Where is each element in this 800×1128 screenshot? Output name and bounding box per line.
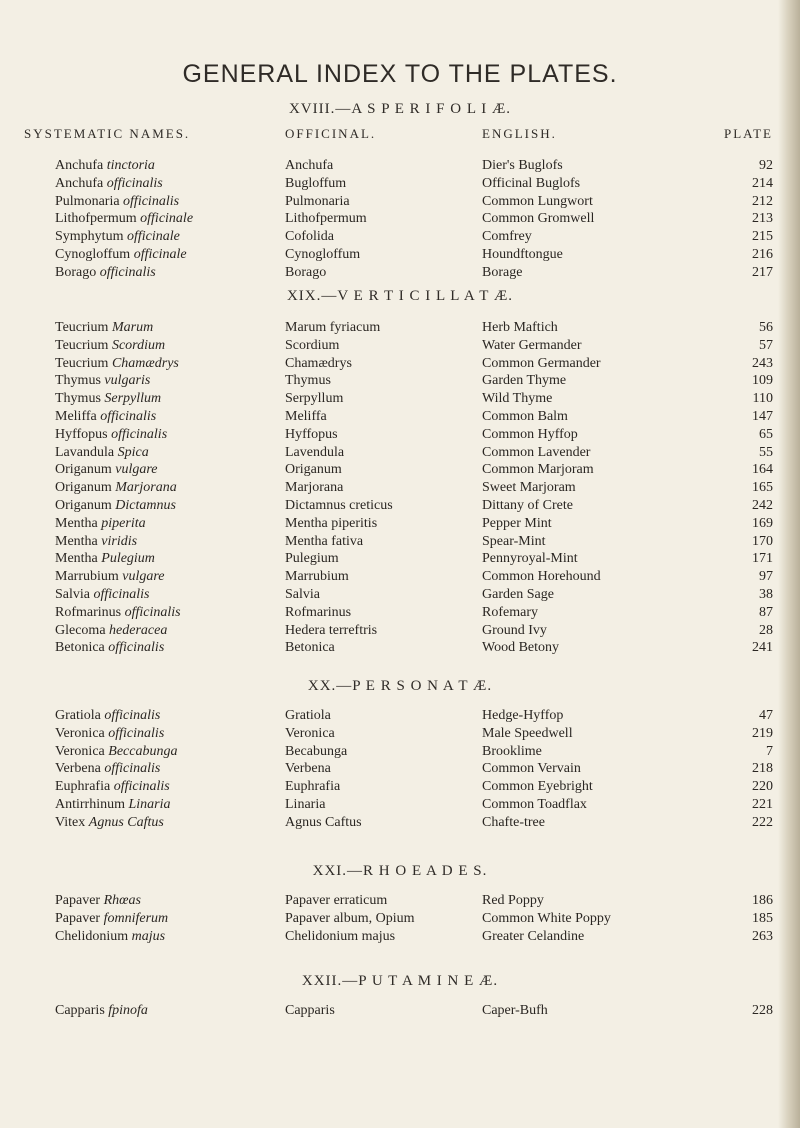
header-systematic-names: SYSTEMATIC NAMES. <box>24 126 191 141</box>
genus-name: Origanum <box>55 497 112 513</box>
species-name: officinalis <box>108 725 165 741</box>
systematic-name <box>55 761 160 777</box>
officinal-name: Capparis <box>285 1003 335 1018</box>
genus-name: Thymus <box>55 391 101 407</box>
plate-number: 228 <box>752 1003 773 1018</box>
systematic-name <box>55 605 181 621</box>
english-name: Pepper Mint <box>482 515 552 531</box>
english-name: Hedge-Hyffop <box>482 708 564 723</box>
plate-number: 56 <box>759 320 773 335</box>
genus-name: Papaver <box>55 893 101 908</box>
officinal-name: Mentha fativa <box>285 533 364 549</box>
genus-name: Rofmarinus <box>55 604 122 620</box>
officinal-name: Papaver album, Opium <box>285 910 415 926</box>
officinal-name: Pulegium <box>285 551 339 567</box>
index-row <box>0 534 800 552</box>
genus-name: Mentha <box>55 551 98 567</box>
systematic-name <box>55 211 193 227</box>
species-name: vulgare <box>122 569 165 585</box>
index-row <box>0 815 800 833</box>
plate-number: 170 <box>752 533 773 549</box>
genus-name: Borago <box>55 264 97 280</box>
species-name: majus <box>131 928 166 944</box>
plate-number: 57 <box>759 337 773 353</box>
species-name: officinalis <box>124 604 181 620</box>
plate-number: 219 <box>752 725 773 741</box>
plate-number: 65 <box>759 426 773 442</box>
index-row <box>0 744 800 762</box>
genus-name: Teucrium <box>55 355 109 371</box>
systematic-name <box>55 569 165 585</box>
officinal-name: Rofmarinus <box>285 604 352 620</box>
english-name: Common Eyebright <box>482 779 593 795</box>
plate-number: 214 <box>752 175 773 191</box>
plate-number: 220 <box>752 779 773 795</box>
section-rows-asperifoliae <box>0 158 800 283</box>
plate-number: 217 <box>752 264 773 280</box>
systematic-name <box>55 409 156 425</box>
species-name: piperita <box>101 515 146 531</box>
systematic-name <box>55 779 170 795</box>
plate-number: 212 <box>752 193 773 209</box>
english-name: Common Lavender <box>482 444 591 460</box>
species-name: fpinofa <box>108 1003 148 1018</box>
index-row <box>0 158 800 176</box>
systematic-name <box>55 247 187 263</box>
genus-name: Symphytum <box>55 229 124 245</box>
officinal-name: Gratiola <box>285 708 331 723</box>
species-name: officinalis <box>104 708 161 723</box>
species-name: vulgaris <box>104 373 151 389</box>
section-rows-personatae <box>0 708 800 833</box>
plate-number: 216 <box>752 246 773 262</box>
index-row <box>0 911 800 929</box>
section-rows-verticillatae <box>0 320 800 658</box>
officinal-name: Betonica <box>285 640 335 656</box>
species-name: officinalis <box>100 408 157 424</box>
plate-number: 185 <box>752 910 773 926</box>
english-name: Borage <box>482 264 523 280</box>
section-rows-rhoeades <box>0 893 800 946</box>
index-row <box>0 623 800 641</box>
genus-name: Lavandula <box>55 444 115 460</box>
english-name: Wood Betony <box>482 640 560 656</box>
english-name: Common White Poppy <box>482 910 611 926</box>
officinal-name: Dictamnus creticus <box>285 497 393 513</box>
plate-number: 55 <box>759 444 773 460</box>
genus-name: Capparis <box>55 1003 105 1018</box>
officinal-name: Borago <box>285 264 327 280</box>
officinal-name: Lithofpermum <box>285 211 367 227</box>
species-name: fomniferum <box>103 910 169 926</box>
species-name: viridis <box>101 533 138 549</box>
officinal-name: Lavendula <box>285 444 345 460</box>
systematic-name <box>55 356 179 372</box>
species-name: officinalis <box>99 264 156 280</box>
systematic-name <box>55 815 164 831</box>
genus-name: Meliffa <box>55 408 97 424</box>
english-name: Herb Maftich <box>482 320 558 335</box>
officinal-name: Marum fyriacum <box>285 320 381 335</box>
index-row <box>0 761 800 779</box>
genus-name: Anchufa <box>55 175 104 191</box>
index-row <box>0 194 800 212</box>
english-name: Dittany of Crete <box>482 497 573 513</box>
systematic-name <box>55 744 177 760</box>
english-name: Common Vervain <box>482 761 581 777</box>
column-headers <box>0 126 800 146</box>
english-name: Spear-Mint <box>482 533 546 549</box>
officinal-name: Hedera terreftris <box>285 622 378 638</box>
index-row <box>0 516 800 534</box>
systematic-name <box>55 427 167 443</box>
officinal-name: Salvia <box>285 586 320 602</box>
plate-number: 109 <box>752 373 773 389</box>
genus-name: Thymus <box>55 373 101 389</box>
systematic-name <box>55 462 158 478</box>
genus-name: Veronica <box>55 725 105 741</box>
species-name: Linaria <box>128 796 171 812</box>
plate-number: 38 <box>759 586 773 602</box>
officinal-name: Marrubium <box>285 569 349 585</box>
plate-number: 165 <box>752 480 773 496</box>
english-name: Water Germander <box>482 337 582 353</box>
species-name: officinale <box>133 246 187 262</box>
header-english: ENGLISH. <box>482 126 557 141</box>
officinal-name: Linaria <box>285 796 326 812</box>
systematic-name <box>55 587 150 603</box>
systematic-name <box>55 893 141 909</box>
english-name: Common Toadflax <box>482 796 587 812</box>
species-name: officinalis <box>113 779 170 795</box>
officinal-name: Serpyllum <box>285 391 344 407</box>
officinal-name: Chelidonium majus <box>285 928 396 944</box>
plate-number: 47 <box>759 708 773 723</box>
index-row <box>0 605 800 623</box>
species-name: Chamædrys <box>111 355 179 371</box>
species-name: officinale <box>126 229 180 245</box>
genus-name: Teucrium <box>55 337 109 353</box>
plate-number: 147 <box>752 408 773 424</box>
index-row <box>0 708 800 726</box>
genus-name: Salvia <box>55 586 90 602</box>
genus-name: Hyffopus <box>55 426 108 442</box>
species-name: Marum <box>111 320 154 335</box>
plate-number: 7 <box>766 743 773 759</box>
plate-number: 215 <box>752 229 773 245</box>
english-name: Ground Ivy <box>482 622 547 638</box>
genus-name: Cynogloffum <box>55 246 131 262</box>
species-name: Rhœas <box>103 893 141 908</box>
english-name: Common Marjoram <box>482 462 594 478</box>
index-row <box>0 498 800 516</box>
english-name: Common Lungwort <box>482 193 593 209</box>
index-row <box>0 929 800 947</box>
plate-number: 221 <box>752 796 773 812</box>
genus-name: Gratiola <box>55 708 101 723</box>
officinal-name: Pulmonaria <box>285 193 350 209</box>
officinal-name: Cofolida <box>285 229 334 245</box>
genus-name: Verbena <box>55 761 101 777</box>
english-name: Common Balm <box>482 408 568 424</box>
officinal-name: Papaver erraticum <box>285 893 388 908</box>
systematic-name <box>55 726 164 742</box>
english-name: Comfrey <box>482 229 532 245</box>
officinal-name: Hyffopus <box>285 426 338 442</box>
species-name: Marjorana <box>115 480 177 496</box>
species-name: officinalis <box>108 640 165 656</box>
plate-number: 213 <box>752 211 773 227</box>
english-name: Sweet Marjoram <box>482 480 576 496</box>
species-name: Agnus Caftus <box>88 814 164 830</box>
english-name: Garden Sage <box>482 586 554 602</box>
species-name: Beccabunga <box>108 743 178 759</box>
species-name: officinalis <box>123 193 180 209</box>
officinal-name: Verbena <box>285 761 331 777</box>
officinal-name: Agnus Caftus <box>285 814 362 830</box>
plate-number: 241 <box>752 640 773 656</box>
english-name: Common Gromwell <box>482 211 595 227</box>
species-name: officinale <box>140 211 194 227</box>
index-row <box>0 373 800 391</box>
genus-name: Mentha <box>55 515 98 531</box>
plate-number: 97 <box>759 569 773 585</box>
systematic-name <box>55 929 165 945</box>
english-name: Pennyroyal-Mint <box>482 551 578 567</box>
english-name: Houndftongue <box>482 246 563 262</box>
english-name: Chafte-tree <box>482 814 545 830</box>
index-row <box>0 320 800 338</box>
plate-number: 87 <box>759 604 773 620</box>
systematic-name <box>55 534 137 550</box>
index-row <box>0 587 800 605</box>
plate-number: 243 <box>752 355 773 371</box>
genus-name: Veronica <box>55 743 105 759</box>
english-name: Male Speedwell <box>482 725 573 741</box>
plate-number: 110 <box>752 391 773 407</box>
systematic-name <box>55 623 167 639</box>
systematic-name <box>55 229 180 245</box>
systematic-name <box>55 498 176 514</box>
plate-number: 242 <box>752 497 773 513</box>
english-name: Brooklime <box>482 743 542 759</box>
plate-number: 218 <box>752 761 773 777</box>
systematic-name <box>55 338 165 354</box>
systematic-name <box>55 708 160 724</box>
species-name: Pulegium <box>101 551 155 567</box>
species-name: officinalis <box>93 586 150 602</box>
plate-number: 28 <box>759 622 773 638</box>
index-row <box>0 247 800 265</box>
systematic-name <box>55 176 163 192</box>
page-title: GENERAL INDEX TO THE PLATES. <box>182 60 618 88</box>
systematic-name <box>55 797 171 813</box>
section-rows-putamineae <box>0 1003 800 1021</box>
officinal-name: Marjorana <box>285 480 344 496</box>
species-name: officinalis <box>106 175 163 191</box>
officinal-name: Chamædrys <box>285 355 352 371</box>
species-name: Dictamnus <box>115 497 176 513</box>
english-name: Officinal Buglofs <box>482 175 581 191</box>
index-row <box>0 211 800 229</box>
header-plate: PLATE <box>724 126 773 141</box>
officinal-name: Bugloffum <box>285 175 347 191</box>
systematic-name <box>55 480 177 496</box>
officinal-name: Scordium <box>285 337 340 353</box>
index-row <box>0 409 800 427</box>
genus-name: Antirrhinum <box>55 796 125 812</box>
genus-name: Chelidonium <box>55 928 129 944</box>
english-name: Garden Thyme <box>482 373 567 389</box>
genus-name: Vitex <box>55 814 86 830</box>
section-title-personatae: XX.—P E R S O N A T Æ. <box>307 678 493 694</box>
plate-number: 186 <box>752 893 773 908</box>
header-officinal: OFFICINAL. <box>285 126 377 141</box>
english-name: Common Hyffop <box>482 426 578 442</box>
genus-name: Origanum <box>55 480 112 496</box>
index-row <box>0 893 800 911</box>
plate-number: 92 <box>759 158 773 173</box>
species-name: Scordium <box>111 337 166 353</box>
officinal-name: Mentha piperitis <box>285 515 378 531</box>
systematic-name <box>55 911 168 927</box>
systematic-name <box>55 551 155 567</box>
index-row <box>0 427 800 445</box>
plate-number: 169 <box>752 515 773 531</box>
systematic-name <box>55 320 153 336</box>
english-name: Dier's Buglofs <box>482 158 563 173</box>
officinal-name: Cynogloffum <box>285 246 361 262</box>
species-name: officinalis <box>111 426 168 442</box>
index-row <box>0 391 800 409</box>
english-name: Caper-Bufh <box>482 1003 548 1018</box>
officinal-name: Origanum <box>285 462 342 478</box>
species-name: hederacea <box>109 622 168 638</box>
index-row <box>0 779 800 797</box>
systematic-name <box>55 194 179 210</box>
officinal-name: Meliffa <box>285 408 327 424</box>
officinal-name: Euphrafia <box>285 779 341 795</box>
officinal-name: Becabunga <box>285 743 348 759</box>
species-name: vulgare <box>115 462 158 478</box>
index-row <box>0 640 800 658</box>
genus-name: Anchufa <box>55 158 104 173</box>
index-row <box>0 480 800 498</box>
section-title-putamineae: XXII.—P U T A M I N E Æ. <box>301 973 499 989</box>
officinal-name: Thymus <box>285 373 331 389</box>
index-row <box>0 1003 800 1021</box>
systematic-name <box>55 373 150 389</box>
section-title-verticillatae: XIX.—V E R T I C I L L A T Æ. <box>286 288 514 304</box>
section-title-rhoeades: XXI.—R H O E A D E S. <box>312 863 488 879</box>
genus-name: Teucrium <box>55 320 109 335</box>
english-name: Common Horehound <box>482 569 601 585</box>
systematic-name <box>55 516 146 532</box>
systematic-name <box>55 391 161 407</box>
systematic-name <box>55 445 149 461</box>
index-row <box>0 338 800 356</box>
genus-name: Pulmonaria <box>55 193 120 209</box>
officinal-name: Anchufa <box>285 158 334 173</box>
plate-number: 164 <box>752 462 773 478</box>
english-name: Rofemary <box>482 604 538 620</box>
index-row <box>0 445 800 463</box>
index-row <box>0 265 800 283</box>
species-name: tinctoria <box>106 158 155 173</box>
genus-name: Glecoma <box>55 622 106 638</box>
systematic-name <box>55 158 155 174</box>
genus-name: Origanum <box>55 462 112 478</box>
species-name: officinalis <box>104 761 161 777</box>
species-name: Serpyllum <box>104 391 162 407</box>
plate-number: 171 <box>752 551 773 567</box>
species-name: Spica <box>117 444 149 460</box>
genus-name: Betonica <box>55 640 105 656</box>
index-row <box>0 356 800 374</box>
systematic-name <box>55 640 164 656</box>
genus-name: Lithofpermum <box>55 211 137 227</box>
index-row <box>0 551 800 569</box>
index-row <box>0 797 800 815</box>
section-title-asperifoliae: XVIII.—A S P E R I F O L I Æ. <box>288 101 512 117</box>
genus-name: Euphrafia <box>55 779 111 795</box>
english-name: Common Germander <box>482 355 601 371</box>
index-row <box>0 229 800 247</box>
systematic-name <box>55 265 156 281</box>
index-row <box>0 176 800 194</box>
index-row <box>0 726 800 744</box>
index-row <box>0 569 800 587</box>
genus-name: Marrubium <box>55 569 119 585</box>
systematic-name <box>55 1003 148 1019</box>
english-name: Red Poppy <box>482 893 544 908</box>
plate-number: 222 <box>752 814 773 830</box>
genus-name: Mentha <box>55 533 98 549</box>
plate-number: 263 <box>752 928 773 944</box>
index-row <box>0 462 800 480</box>
officinal-name: Veronica <box>285 725 335 741</box>
genus-name: Papaver <box>55 910 101 926</box>
english-name: Wild Thyme <box>482 391 553 407</box>
english-name: Greater Celandine <box>482 928 585 944</box>
